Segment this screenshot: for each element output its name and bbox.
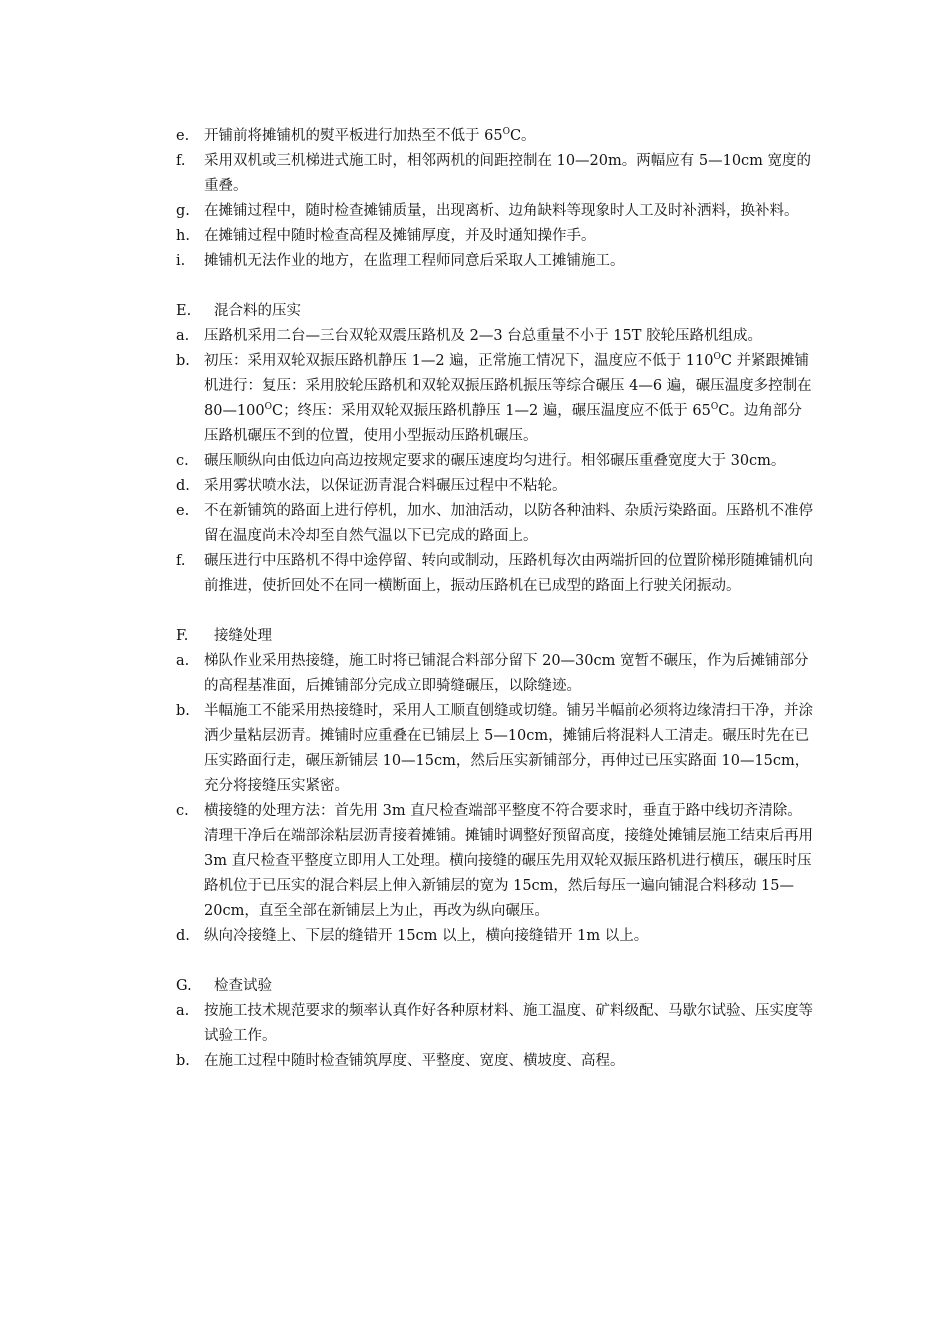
list-item — [176, 149, 816, 199]
item-text: 碾压顺纵向由低边向高边按规定要求的碾压速度均匀进行。相邻碾压重叠宽度大于 30cm。 — [204, 453, 786, 469]
item-label: d. — [176, 928, 190, 944]
item-text: 纵向冷接缝上、下层的缝错开 15cm 以上，横向接缝错开 1m 以上。 — [204, 928, 649, 944]
item-text: 采用雾状喷水法，以保证沥青混合料碾压过程中不粘轮。 — [204, 478, 567, 494]
list-item — [176, 324, 816, 349]
item-label: b. — [176, 353, 190, 369]
item-text: 采用双机或三机梯进式施工时，相邻两机的间距控制在 10—20m。两幅应有 5—10cm 宽度的重叠。 — [204, 153, 812, 194]
item-text: 在摊铺过程中，随时检查摊铺质量，出现离析、边角缺料等现象时人工及时补洒料，换补料。 — [204, 203, 799, 219]
item-text: 横接缝的处理方法：首先用 3m 直尺检查端部平整度不符合要求时，垂直于路中线切齐清除。清理干净后在端部涂粘层沥青接着摊铺。摊铺时调整好预留高度，接缝处摊铺层施工结束后再用 3m 直尺检查平整度立即用人工处理。横向接缝的碾压先用双轮双振压路机进行横压，碾压时压路机位于已压实的混合料层上伸入新铺层的宽为 15cm，然后每压一遍向铺混合料移动 15—20cm，直至全部在新铺层上为止，再改为纵向碾压。 — [204, 803, 813, 919]
list-item — [176, 449, 816, 474]
item-text: 半幅施工不能采用热接缝时，采用人工顺直刨缝或切缝。铺另半幅前必须将边缘清扫干净，并涂洒少量粘层沥青。摊铺时应重叠在已铺层上 5—10cm，摊铺后将混料人工清走。碾压时先在已压实路面行走，碾压新铺层 10—15cm，然后压实新铺部分，再伸过已压实路面 10—15cm，充分将接缝压实紧密。 — [204, 703, 813, 794]
section-heading — [176, 624, 816, 649]
item-label: g. — [176, 203, 190, 219]
item-text: 摊铺机无法作业的地方，在监理工程师同意后采取人工摊铺施工。 — [204, 253, 625, 269]
list-item — [176, 999, 816, 1049]
item-text: 按施工技术规范要求的频率认真作好各种原材料、施工温度、矿料级配、马歇尔试验、压实度等试验工作。 — [204, 1003, 813, 1044]
item-label: b. — [176, 703, 190, 719]
item-label: a. — [176, 328, 190, 344]
list-item — [176, 249, 816, 274]
item-text: 在摊铺过程中随时检查高程及摊铺厚度，并及时通知操作手。 — [204, 228, 596, 244]
list-item — [176, 924, 816, 949]
list-item — [176, 499, 816, 549]
section-heading — [176, 974, 816, 999]
item-label: d. — [176, 478, 190, 494]
section-label: G. — [176, 978, 192, 994]
item-text: 初压：采用双轮双振压路机静压 1—2 遍，正常施工情况下，温度应不低于 $110^OC$ 并紧跟摊铺机进行：复压：采用胶轮压路机和双轮双振压路机振压等综合碾压 4—6 遍，碾压温度多控制在 $80—100^OC$；终压：采用双轮双振压路机静压 1—2 遍，碾压温度应不低于 $65^OC$。边角部分压路机碾压不到的位置，使用小型振动压路机碾压。 — [204, 352, 812, 444]
item-label: e. — [176, 503, 190, 519]
list-item — [176, 699, 816, 799]
item-label: f. — [176, 153, 186, 169]
list-item — [176, 124, 816, 149]
section-title: 混合料的压实 — [214, 303, 301, 319]
item-label: i. — [176, 253, 186, 269]
item-label: e. — [176, 128, 190, 144]
document-body — [176, 124, 816, 1074]
item-text: 梯队作业采用热接缝，施工时将已铺混合料部分留下 20—30cm 宽暂不碾压，作为后摊铺部分的高程基准面，后摊铺部分完成立即骑缝碾压，以除缝迹。 — [204, 653, 809, 694]
list-item — [176, 224, 816, 249]
item-label: a. — [176, 1003, 190, 1019]
list-item — [176, 474, 816, 499]
section-label: E. — [176, 303, 192, 319]
list-item — [176, 799, 816, 924]
list-item — [176, 549, 816, 599]
item-text: 碾压进行中压路机不得中途停留、转向或制动，压路机每次由两端折回的位置阶梯形随摊铺机向前推进，使折回处不在同一横断面上，振动压路机在已成型的路面上行驶关闭振动。 — [204, 553, 813, 594]
section-heading — [176, 299, 816, 324]
item-label: c. — [176, 453, 189, 469]
section-title: 检查试验 — [214, 978, 272, 994]
list-item — [176, 649, 816, 699]
item-label: b. — [176, 1053, 190, 1069]
list-item — [176, 1049, 816, 1074]
item-label: c. — [176, 803, 189, 819]
section-title: 接缝处理 — [214, 628, 272, 644]
section-label: F. — [176, 628, 189, 644]
item-label: f. — [176, 553, 186, 569]
item-text: 不在新铺筑的路面上进行停机，加水、加油活动，以防各种油料、杂质污染路面。压路机不准停留在温度尚未冷却至自然气温以下已完成的路面上。 — [204, 503, 813, 544]
item-label: h. — [176, 228, 190, 244]
item-label: a. — [176, 653, 190, 669]
item-text: 开铺前将摊铺机的熨平板进行加热至不低于 $65^OC$。 — [204, 127, 536, 144]
item-text: 在施工过程中随时检查铺筑厚度、平整度、宽度、横坡度、高程。 — [204, 1053, 625, 1069]
item-text: 压路机采用二台—三台双轮双震压路机及 2—3 台总重量不小于 15T 胶轮压路机组成。 — [204, 328, 763, 344]
list-item — [176, 199, 816, 224]
list-item — [176, 349, 816, 449]
